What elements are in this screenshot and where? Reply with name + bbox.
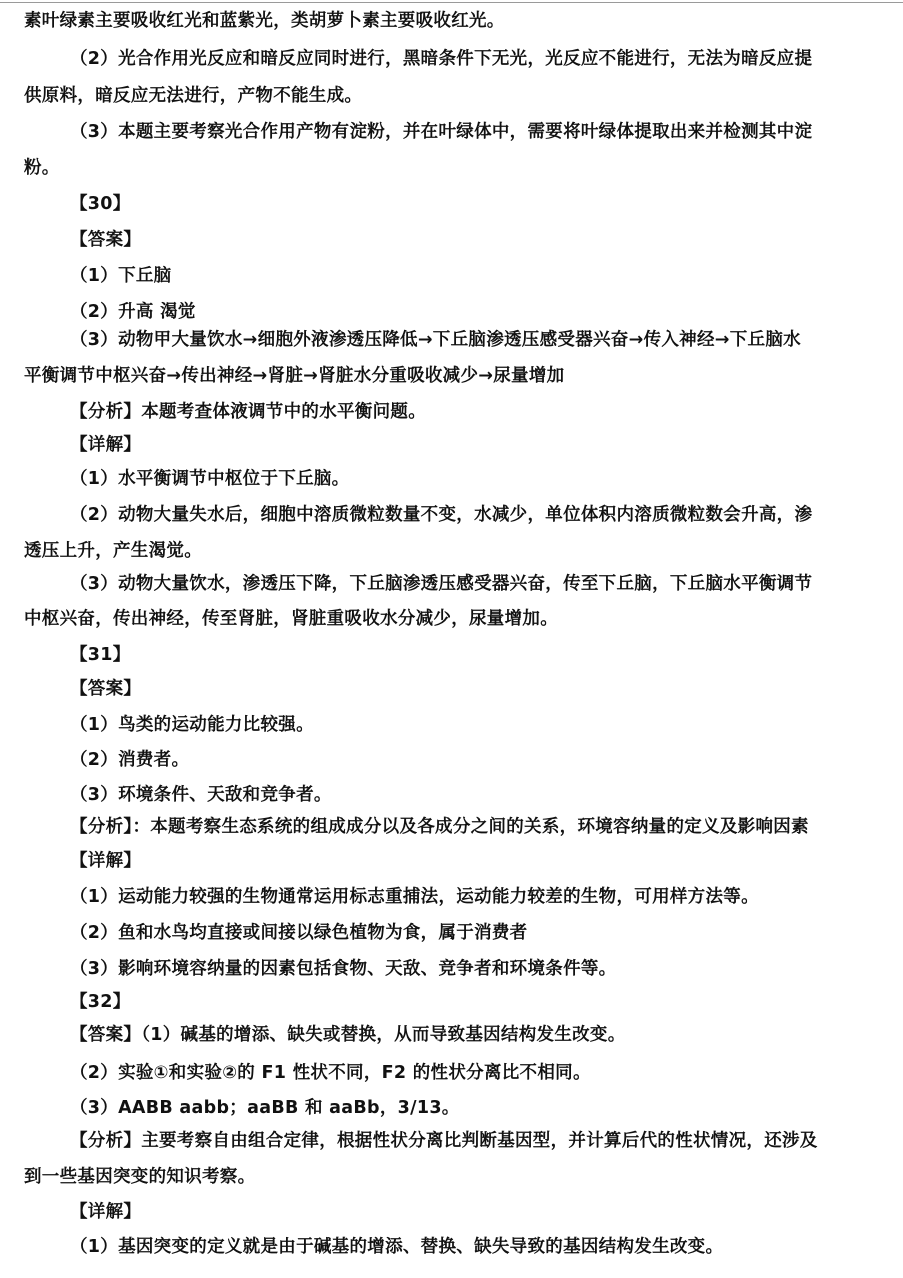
question-number-30: 【30】 [70,194,131,214]
analysis-heading: 【分析】：本题考察生态系统的组成成分以及各成分之间的关系，环境容纳量的定义及影响因素 [70,817,809,837]
detail-heading: 【详解】 [70,851,142,871]
question-number-32: 【32】 [70,992,131,1012]
text-line-17: （3）动物大量饮水，渗透压下降，下丘脑渗透压感受器兴奋，传至下丘脑，下丘脑水平衡调节 [70,574,813,594]
analysis-heading: 【分析】主要考察自由组合定律，根据性状分离比判断基因型，并计算后代的性状情况，还涉及 [70,1131,818,1151]
text-line-4: （3）本题主要考察光合作用产物有淀粉，并在叶绿体中，需要将叶绿体提取出来并检测其中淀 [70,122,813,142]
text-line-3: 供原料，暗反应无法进行，产物不能生成。 [24,86,363,106]
header-rule [0,2,903,3]
text-line-28: （3）影响环境容纳量的因素包括食物、天敌、竞争者和环境条件等。 [70,959,617,979]
detail-heading: 【详解】 [70,435,142,455]
text-line-1: 素叶绿素主要吸收红光和蓝紫光，类胡萝卜素主要吸收红光。 [24,11,505,31]
answer-heading: 【答案】 [70,679,142,699]
text-line-23: （3）环境条件、天敌和竞争者。 [70,785,332,805]
text-line-11: 平衡调节中枢兴奋→传出神经→肾脏→肾脏水分重吸收减少→尿量增加 [24,366,565,386]
detail-heading: 【详解】 [70,1202,142,1222]
text-line-2: （2）光合作用光反应和暗反应同时进行，黑暗条件下无光，光反应不能进行，无法为暗反应提 [70,49,813,69]
text-line-32: （3）AABB aabb；aaBB 和 aaBb，3/13。 [70,1098,460,1118]
question-number-31: 【31】 [70,645,131,665]
text-line-31: （2）实验①和实验②的 F1 性状不同，F2 的性状分离比不相同。 [70,1063,591,1083]
text-line-22: （2）消费者。 [70,750,190,770]
text-line-27: （2）鱼和水鸟均直接或间接以绿色植物为食，属于消费者 [70,923,528,943]
text-line-16: 透压上升，产生渴觉。 [24,541,202,561]
text-line-10: （3）动物甲大量饮水→细胞外液渗透压降低→下丘脑渗透压感受器兴奋→传入神经→下丘脑水 [70,330,801,350]
analysis-heading: 【分析】本题考查体液调节中的水平衡问题。 [70,402,426,422]
text-line-30: 【答案】（1）碱基的增添、缺失或替换，从而导致基因结构发生改变。 [70,1025,626,1045]
text-line-15: （2）动物大量失水后，细胞中溶质微粒数量不变，水减少，单位体积内溶质微粒数会升高，渗 [70,505,813,525]
text-line-18: 中枢兴奋，传出神经，传至肾脏，肾脏重吸收水分减少，尿量增加。 [24,609,558,629]
text-line-34: 到一些基因突变的知识考察。 [24,1167,256,1187]
text-line-21: （1）鸟类的运动能力比较强。 [70,715,314,735]
answer-heading: 【答案】 [70,230,142,250]
text-line-8: （1）下丘脑 [70,266,172,286]
text-line-5: 粉。 [24,158,60,178]
text-line-9: （2）升高 渴觉 [70,302,196,322]
text-line-36: （1）基因突变的定义就是由于碱基的增添、替换、缺失导致的基因结构发生改变。 [70,1237,724,1257]
text-line-14: （1）水平衡调节中枢位于下丘脑。 [70,469,350,489]
text-line-26: （1）运动能力较强的生物通常运用标志重捕法，运动能力较差的生物，可用样方法等。 [70,887,759,907]
